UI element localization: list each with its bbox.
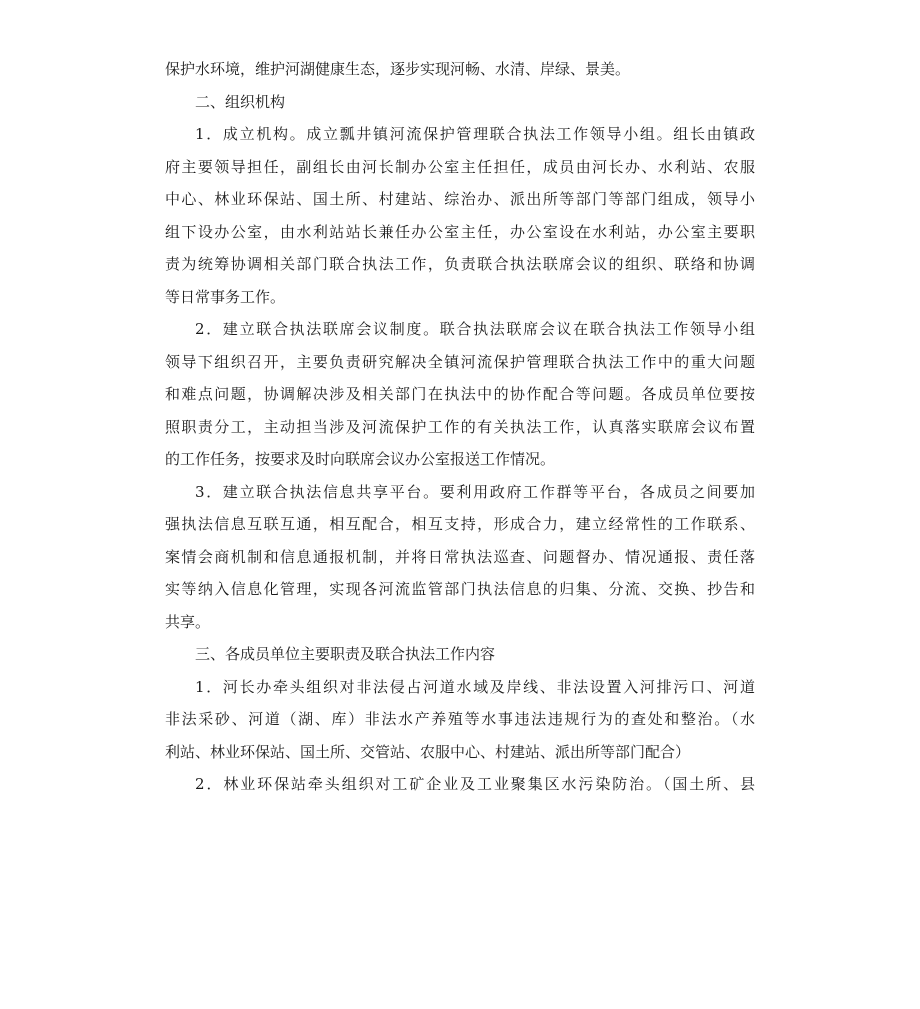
paragraph-line: 领导下组织召开，主要负责研究解决全镇河流保护管理联合执法工作中的重大问题 [165, 352, 755, 371]
paragraph-line: 2．林业环保站牵头组织对工矿企业及工业聚集区水污染防治。（国土所、县 [195, 775, 755, 793]
paragraph-line: 强执法信息互联互通，相互配合，相互支持，形成合力，建立经常性的工作联系、 [165, 515, 755, 533]
paragraph-line: 2．建立联合执法联席会议制度。联合执法联席会议在联合执法工作领导小组 [195, 320, 755, 338]
paragraph-line: 照职责分工，主动担当涉及河流保护工作的有关执法工作，认真落实联席会议布置 [165, 417, 755, 436]
paragraph-line: 共享。 [165, 612, 211, 631]
paragraph-line: 等日常事务工作。 [165, 287, 286, 306]
paragraph-line: 保护水环境，维护河湖健康生态，逐步实现河畅、水清、岸绿、景美。 [165, 60, 631, 78]
paragraph-line: 的工作任务，按要求及时向联席会议办公室报送工作情况。 [165, 450, 556, 468]
paragraph-line: 1．河长办牵头组织对非法侵占河道水域及岸线、非法设置入河排污口、河道 [195, 677, 755, 696]
section-heading: 三、各成员单位主要职责及联合执法工作内容 [195, 645, 496, 663]
paragraph-line: 3．建立联合执法信息共享平台。要利用政府工作群等平台，各成员之间要加 [195, 482, 755, 501]
paragraph-line: 实等纳入信息化管理，实现各河流监管部门执法信息的归集、分流、交换、抄告和 [165, 580, 755, 598]
section-heading: 二、组织机构 [195, 92, 286, 111]
paragraph-line: 中心、林业环保站、国土所、村建站、综治办、派出所等部门等部门组成，领导小 [165, 190, 755, 208]
paragraph-line: 组下设办公室，由水利站站长兼任办公室主任，办公室设在水利站，办公室主要职 [165, 222, 755, 241]
paragraph-line: 府主要领导担任，副组长由河长制办公室主任担任，成员由河长办、水利站、农服 [165, 157, 755, 176]
paragraph-line: 和难点问题，协调解决涉及相关部门在执法中的协作配合等问题。各成员单位要按 [165, 385, 755, 403]
document-page [165, 53, 755, 801]
paragraph-line: 非法采砂、河道（湖、库）非法水产养殖等水事违法违规行为的查处和整治。（水 [165, 710, 755, 728]
paragraph-line: 责为统筹协调相关部门联合执法工作，负责联合执法联席会议的组织、联络和协调 [165, 255, 755, 273]
paragraph-line: 利站、林业环保站、国土所、交管站、农服中心、村建站、派出所等部门配合） [165, 742, 691, 761]
paragraph-line: 案情会商机制和信息通报机制，并将日常执法巡查、问题督办、情况通报、责任落 [165, 547, 755, 566]
paragraph-line: 1．成立机构。成立瓢井镇河流保护管理联合执法工作领导小组。组长由镇政 [195, 125, 755, 143]
